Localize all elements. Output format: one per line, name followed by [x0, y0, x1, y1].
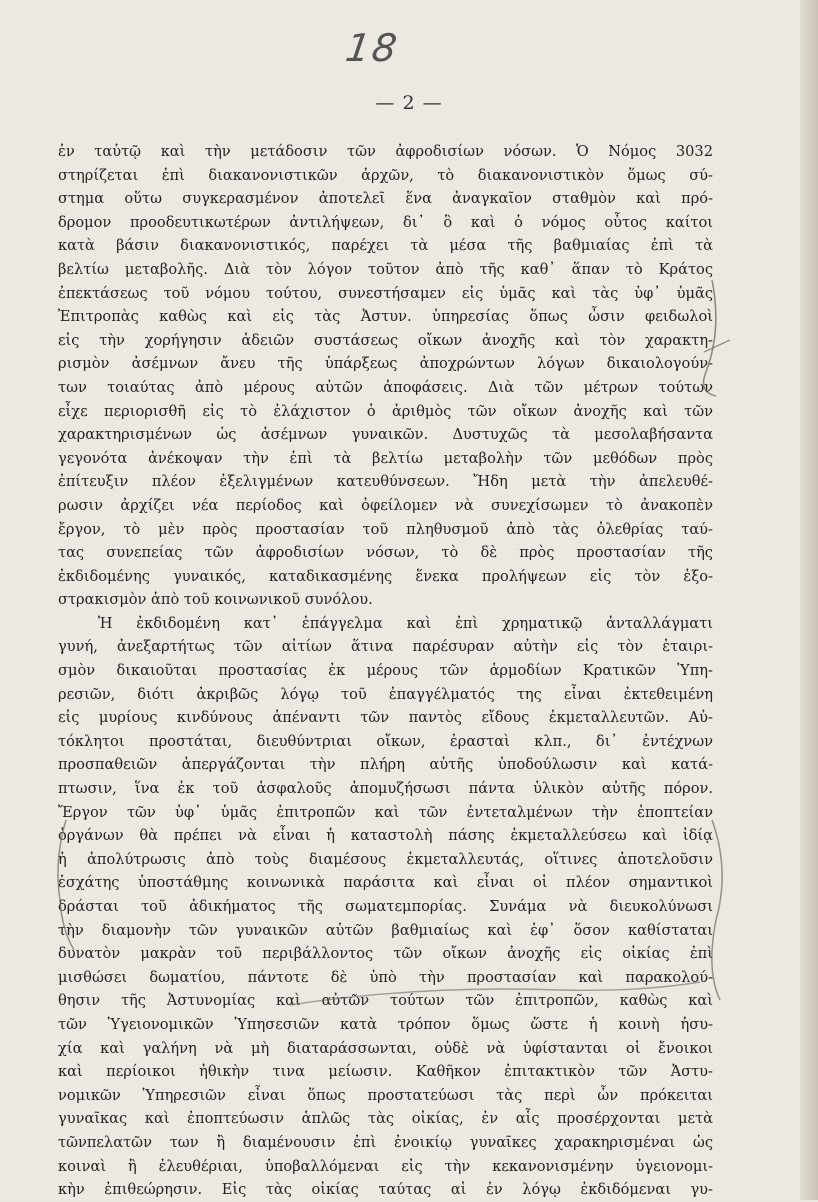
text-line: ἐπίτευξιν πλέον ἐξελιγμένων κατευθύνσεων. Ἤδη μετὰ τὴν ἀπελευθέ-: [58, 473, 713, 491]
text-line: ἐσχάτης ὑποστάθμης κοινωνικὰ παράσιτα καὶ εἶναι οἱ πλέον σημαντικοὶ: [58, 874, 713, 892]
text-line: γυνή, ἀνεξαρτήτως τῶν αἰτίων ἅτινα παρέσυραν αὐτὴν εἰς τὸν ἑταιρι-: [58, 638, 713, 656]
text-line: κατὰ βάσιν διακανονιστικός, παρέχει τὰ μέσα τῆς βαθμιαίας ἐπὶ τὰ: [58, 237, 713, 255]
pencil-curve-right: [712, 820, 722, 1000]
text-line: των τοιαύτας ἀπὸ μέρους αὐτῶν ἀποφάσεις. Διὰ τῶν μέτρων τούτων: [58, 378, 713, 396]
text-line: ὀργάνων θὰ πρέπει νὰ εἶναι ἡ καταστολὴ πάσης ἐκμεταλλεύσεω καὶ ἰδίᾳ: [58, 827, 713, 845]
text-line: εἰς τὴν χορήγησιν ἀδειῶν συστάσεως οἴκων ἀνοχῆς καὶ τὸν χαρακτη-: [58, 331, 713, 349]
text-line: νομικῶν Ὑπηρεσιῶν εἶναι ὅπως προστατεύωσι τὰς περὶ ὧν πρόκειται: [58, 1086, 713, 1104]
text-line: Ἡ ἐκδιδομένη κατ᾽ ἐπάγγελμα καὶ ἐπὶ χρηματικῷ ἀνταλλάγματι: [98, 614, 713, 632]
text-line: δράσται τοῦ ἀδικήματος τῆς σωματεμπορίας. Συνάμα νὰ διευκολύνωσι: [58, 898, 713, 915]
text-line: τας συνεπείας τῶν ἀφροδισίων νόσων, τὸ δὲ πρὸς προστασίαν τῆς: [58, 544, 713, 562]
text-line: τῶνπελατῶν των ἢ διαμένουσιν ἐπὶ ἐνοικίῳ γυναῖκες χαρακηρισμέναι ὡς: [58, 1133, 713, 1151]
text-line: κὴν ἐπιθεώρησιν. Εἰς τὰς οἰκίας ταύτας αἱ ἐν λόγῳ ἐκδιδόμεναι γυ-: [58, 1181, 713, 1199]
text-line: δρομον προοδευτικωτέρων ἀντιλήψεων, δι᾽ ὃ καὶ ὁ νόμος οὗτος καίτοι: [58, 213, 713, 231]
body-text: [58, 140, 713, 1202]
text-line: τὴν διαμονὴν τῶν γυναικῶν αὐτῶν βαθμιαίως καὶ ἐφ᾽ ὅσον καθίσταται: [58, 921, 713, 939]
text-line: καὶ περίοικοι ἠθικὴν τινα μείωσιν. Καθῆκον ἐπιτακτικὸν τῶν Ἀστυ-: [58, 1063, 713, 1081]
text-line: σμὸν δικαιοῦται προστασίας ἐκ μέρους τῶν ἁρμοδίων Κρατικῶν Ὑπη-: [58, 662, 713, 680]
text-line: εἶχε περιορισθῆ εἰς τὸ ἐλάχιστον ὁ ἀριθμὸς τῶν οἴκων ἀνοχῆς καὶ τῶν: [58, 402, 713, 420]
text-line: θησιν τῆς Ἀστυνομίας καὶ αὐτῶν τούτων τῶν ἐπιτροπῶν, καθὼς καὶ: [58, 992, 713, 1010]
text-line: στημα οὕτω συγκερασμένον ἀποτελεῖ ἕνα ἀναγκαῖον σταθμὸν καὶ πρό-: [58, 190, 713, 208]
text-line: ρισμὸν ἀσέμνων ἄνευ τῆς ὑπάρξεως ἀποχρώντων λόγων δικαιολογούν-: [58, 355, 713, 373]
text-line: ἐν ταὐτῷ καὶ τὴν μετάδοσιν τῶν ἀφροδισίων νόσων. Ὁ Νόμος 3032: [58, 143, 713, 160]
text-line: κοιναὶ ἢ ἐλευθέριαι, ὑποβαλλόμεναι εἰς τὴν κεκανονισμένην ὑγειονομι-: [58, 1157, 713, 1175]
text-line: βελτίω μεταβολῆς. Διὰ τὸν λόγον τοῦτον ἀπὸ τῆς καθ᾽ ἅπαν τὸ Κράτος: [58, 260, 713, 278]
text-line: Ἐπιτροπὰς καθὼς καὶ εἰς τὰς Ἀστυν. ὑπηρεσίας ὅπως ὦσιν φειδωλοὶ: [58, 308, 713, 326]
text-line: τῶν Ὑγειονομικῶν Ὑπησεσιῶν κατὰ τρόπον ὅμως ὥστε ἡ κοινὴ ἡσυ-: [58, 1015, 713, 1033]
text-line: χία καὶ γαλήνη νὰ μὴ διαταράσσωνται, οὐδὲ νὰ ὑφίστανται οἱ ἔνοικοι: [58, 1039, 713, 1057]
text-line: εἰς μυρίους κινδύνους ἀπέναντι τῶν παντὸς εἴδους ἐκμεταλλευτῶν. Αὐ-: [58, 709, 713, 727]
text-line: Ἔργον τῶν ὑφ᾽ ὑμᾶς ἐπιτροπῶν καὶ τῶν ἐντεταλμένων τὴν ἐποπτείαν: [58, 803, 713, 821]
text-line: ἐπεκτάσεως τοῦ νόμου τούτου, συνεστήσαμεν εἰς ὑμᾶς καὶ τὰς ὑφ᾽ ὑμᾶς: [58, 284, 713, 302]
text-line: μισθώσει δωματίου, πάντοτε δὲ ὑπὸ τὴν προστασίαν καὶ παρακολού-: [58, 968, 713, 986]
text-line: προσπαθειῶν ἀπεργάζονται τὴν πλήρη αὐτῆς ὑποδούλωσιν καὶ κατά-: [58, 756, 713, 774]
text-line: ἐκδιδομένης γυναικός, καταδικασμένης ἕνεκα προλήψεων εἰς τὸν ἐξο-: [58, 567, 713, 585]
text-line: ἡ ἀπολύτρωσις ἀπὸ τοὺς διαμέσους ἐκμεταλλευτάς, οἵτινες ἀποτελοῦσιν: [58, 850, 713, 868]
page-edge-shadow: [800, 0, 818, 1200]
text-line: γυναῖκας καὶ ἐποπτεύωσιν ἁπλῶς τὰς οἰκίας, ἐν αἷς προσέρχονται μετὰ: [58, 1110, 713, 1128]
text-line: χαρακτηρισμένων ὡς ἀσέμνων γυναικῶν. Δυστυχῶς τὰ μεσολαβήσαντα: [58, 426, 713, 444]
handwritten-folio-number: 18: [342, 26, 402, 70]
text-line: ρεσιῶν, διότι ἀκριβῶς λόγῳ τοῦ ἐπαγγέλματός της εἶναι ἐκτεθειμένη: [58, 685, 713, 703]
text-line: γεγονότα ἀνέκοψαν τὴν ἐπὶ τὰ βελτίω μεταβολὴν τῶν μεθόδων πρὸς: [58, 449, 713, 467]
page-number: — 2 —: [375, 92, 443, 114]
text-line: στηρίζεται ἐπὶ διακανονιστικῶν ἀρχῶν, τὸ διακανονιστικὸν ὅμως σύ-: [58, 166, 713, 184]
text-line: στρακισμὸν ἀπὸ τοῦ κοινωνικοῦ συνόλου.: [58, 591, 373, 609]
text-line: πτωσιν, ἵνα ἐκ τοῦ ἀσφαλοῦς ἀπομυζήσωσι πάντα ὑλικὸν αὐτῆς πόρον.: [58, 780, 713, 798]
text-line: δυνατὸν μακρὰν τοῦ περιβάλλοντος τῶν οἴκων ἀνοχῆς εἰς οἰκίας ἐπὶ: [58, 945, 713, 963]
text-line: ἔργον, τὸ μὲν πρὸς προστασίαν τοῦ πληθυσμοῦ ἀπὸ τὰς ὀλεθρίας ταύ-: [58, 520, 713, 538]
text-line: ρωσιν ἀρχίζει νέα περίοδος καὶ ὀφείλομεν νὰ συνεχίσωμεν τὸ ἀνακοπὲν: [58, 496, 713, 514]
text-line: τόκλητοι προστάται, διευθύντριαι οἴκων, ἐρασταὶ κλπ., δι᾽ ἐντέχνων: [58, 732, 713, 750]
